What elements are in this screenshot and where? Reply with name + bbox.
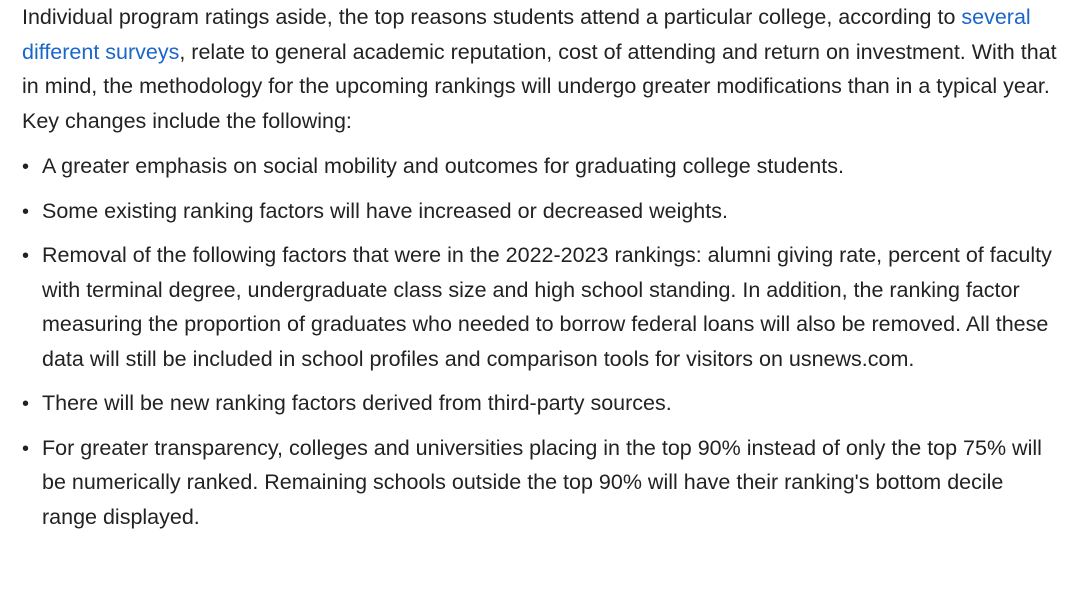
list-item xyxy=(22,431,1062,535)
bullet-dot xyxy=(22,431,32,467)
list-item xyxy=(22,194,1062,229)
list-item-text: Removal of the following factors that were in the 2022-2023 rankings: alumni giving rate, percent of faculty with terminal degree, undergraduate class size and high school standing. In addition, the ranking factor measuring the proportion of graduates who needed to borrow federal loans will also be removed. All these data will still be included in school profiles and comparison tools for visitors on usnews.com. xyxy=(42,243,1052,371)
list-item-text: Some existing ranking factors will have increased or decreased weights. xyxy=(42,198,728,223)
list-item-text: For greater transparency, colleges and universities placing in the top 90% instead of only the top 75% will be numerically ranked. Remaining schools outside the top 90% will have their ranking's bottom decile range displayed. xyxy=(42,435,1042,529)
bullet-dot xyxy=(22,386,32,422)
list-item xyxy=(22,149,1062,184)
several-different-surveys-link[interactable]: several different surveys xyxy=(22,5,1031,64)
list-item-text: There will be new ranking factors derived from third-party sources. xyxy=(42,391,672,415)
bullet-dot xyxy=(22,149,32,185)
article-body xyxy=(22,0,1062,544)
list-item xyxy=(22,386,1062,421)
list-item xyxy=(22,238,1062,376)
list-item-text: A greater emphasis on social mobility and outcomes for graduating college students. xyxy=(42,154,844,178)
bullet-dot xyxy=(22,194,32,230)
intro-text-start: Individual program ratings aside, the top reasons students attend a particular college, according to xyxy=(22,5,962,29)
bullet-dot xyxy=(22,238,32,274)
intro-text-end: , relate to general academic reputation, cost of attending and return on investment. With that in mind, the methodology for the upcoming rankings will undergo greater modifications than in a typical year. Key changes include the following: xyxy=(22,39,1057,133)
key-changes-list xyxy=(22,149,1062,534)
intro-paragraph xyxy=(22,0,1062,138)
